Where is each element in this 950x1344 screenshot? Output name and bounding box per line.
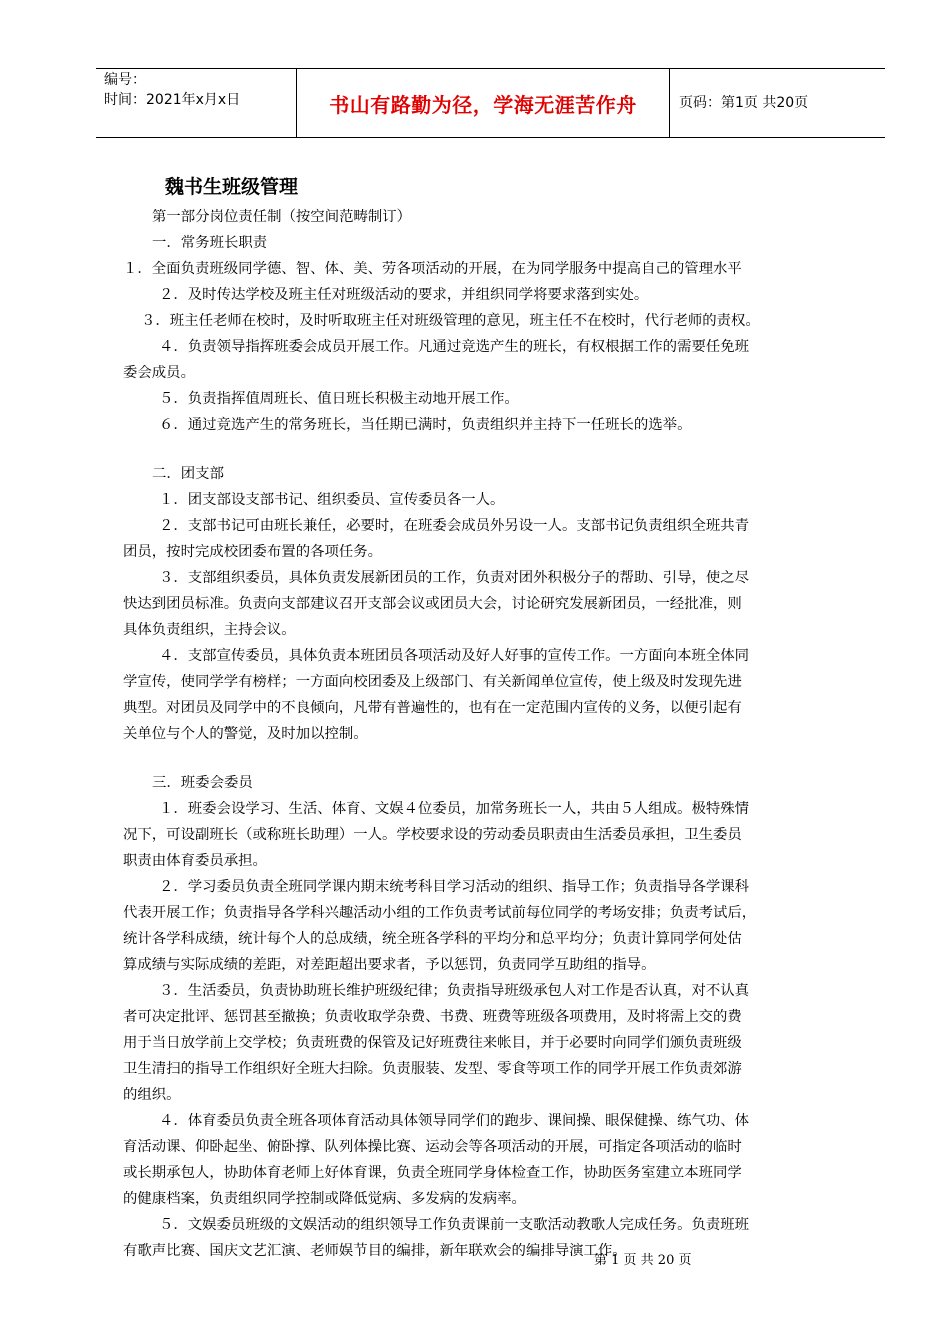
paragraph-line: ４．体育委员负责全班各项体育活动具体领导同学们的跑步、课间操、眼保健操、练气功、体 <box>159 1113 750 1129</box>
paragraph-line: 具体负责组织，主持会议。 <box>123 622 296 638</box>
paragraph-line: 团员，按时完成校团委布置的各项任务。 <box>123 544 383 560</box>
paragraph-line: 职责由体育委员承担。 <box>123 853 267 869</box>
paragraph-line: １．班委会设学习、生活、体育、文娱４位委员，加常务班长一人，共由５人组成。极特殊情 <box>159 801 750 817</box>
paragraph-line: 关单位与个人的警觉，及时加以控制。 <box>123 726 368 742</box>
paragraph-line: ６．通过竞选产生的常务班长，当任期已满时，负责组织并主持下一任班长的选举。 <box>159 417 692 433</box>
paragraph-line: ２．学习委员负责全班同学课内期末统考科目学习活动的组织、指导工作；负责指导各学课科 <box>159 879 750 895</box>
header-info-cell <box>96 69 296 137</box>
subsection-heading: 三．班委会委员 <box>152 775 253 791</box>
paragraph-line: １．团支部设支部书记、组织委员、宣传委员各一人。 <box>159 492 505 508</box>
paragraph-line: 的健康档案，负责组织同学控制或降低觉病、多发病的发病率。 <box>123 1191 526 1207</box>
paragraph-line: ２．及时传达学校及班主任对班级活动的要求，并组织同学将要求落到实处。 <box>159 287 649 303</box>
paragraph-line: 统计各学科成绩，统计每个人的总成绩，统全班各学科的平均分和总平均分；负责计算同学何处估 <box>123 931 742 947</box>
paragraph-line: 育活动课、仰卧起坐、俯卧撑、队列体操比赛、运动会等各项活动的开展，可指定各项活动的临时 <box>123 1139 742 1155</box>
paragraph-line: 或长期承包人，协助体育老师上好体育课，负责全班同学身体检查工作，协助医务室建立本班同学 <box>123 1165 742 1181</box>
paragraph-line: 委会成员。 <box>123 365 195 381</box>
paragraph-line: 有歌声比赛、国庆文艺汇演、老师娱节目的编排，新年联欢会的编排导演工作。 <box>123 1243 627 1259</box>
page-header <box>96 68 885 138</box>
paragraph-line: ３．生活委员，负责协助班长维护班级纪律；负责指导班级承包人对工作是否认真，对不认真 <box>159 983 750 999</box>
paragraph-line: 者可决定批评、惩罚甚至撤换；负责收取学杂费、书费、班费等班级各项费用，及时将需上交的费 <box>123 1009 742 1025</box>
header-page-cell <box>669 69 885 137</box>
paragraph-line: １．全面负责班级同学德、智、体、美、劳各项活动的开展，在为同学服务中提高自己的管理水平 <box>123 261 742 277</box>
paragraph-line: 的组织。 <box>123 1087 181 1103</box>
paragraph-line: 况下，可设副班长（或称班长助理）一人。学校要求设的劳动委员职责由生活委员承担，卫生委员 <box>123 827 742 843</box>
header-motto-cell <box>296 69 670 137</box>
header-motto: 书山有路勤为径，学海无涯苦作舟 <box>329 93 637 117</box>
paragraph-line: 卫生清扫的指导工作组织好全班大扫除。负责服装、发型、零食等项工作的同学开展工作负责郊游 <box>123 1061 742 1077</box>
paragraph-line: 代表开展工作；负责指导各学科兴趣活动小组的工作负责考试前每位同学的考场安排；负责考试后， <box>123 905 757 921</box>
paragraph-line: ５．负责指挥值周班长、值日班长积极主动地开展工作。 <box>159 391 519 407</box>
page-footer-number: 第 1 页 共 20 页 <box>594 1253 692 1268</box>
subsection-heading: 二．团支部 <box>152 466 224 482</box>
document-number-label: 编号： <box>104 72 146 88</box>
paragraph-line: ３．支部组织委员，具体负责发展新团员的工作，负责对团外积极分子的帮助、引导，使之尽 <box>159 570 750 586</box>
paragraph-line: ４．负责领导指挥班委会成员开展工作。凡通过竞选产生的班长，有权根据工作的需要任免班 <box>159 339 750 355</box>
paragraph-line: ５．文娱委员班级的文娱活动的组织领导工作负责课前一支歌活动教歌人完成任务。负责班班 <box>159 1217 750 1233</box>
paragraph-line: 用于当日放学前上交学校；负责班费的保管及记好班费往来帐目，并于必要时向同学们颁负责班级 <box>123 1035 742 1051</box>
paragraph-line: ２．支部书记可由班长兼任，必要时，在班委会成员外另设一人。支部书记负责组织全班共青 <box>159 518 750 534</box>
header-page-code: 页码：第1页 共20页 <box>679 95 809 111</box>
paragraph-line: 快达到团员标准。负责向支部建议召开支部会议或团员大会，讨论研究发展新团员，一经批准，则 <box>123 596 742 612</box>
paragraph-line: 典型。对团员及同学中的不良倾向，凡带有普遍性的，也有在一定范围内宣传的义务，以便引起有 <box>123 700 742 716</box>
document-time-label: 时间：2021年x月x日 <box>104 92 241 108</box>
paragraph-line: ３．班主任老师在校时，及时听取班主任对班级管理的意见，班主任不在校时，代行老师的责权。 <box>141 313 760 329</box>
paragraph-line: 算成绩与实际成绩的差距，对差距超出要求者，予以惩罚，负责同学互助组的指导。 <box>123 957 656 973</box>
paragraph-line: 学宣传，使同学学有榜样；一方面向校团委及上级部门、有关新闻单位宣传，使上级及时发现先进 <box>123 674 742 690</box>
subsection-heading: 一．常务班长职责 <box>152 235 268 251</box>
section-heading: 第一部分岗位责任制（按空间范畴制订） <box>152 209 412 225</box>
paragraph-line: ４．支部宣传委员，具体负责本班团员各项活动及好人好事的宣传工作。一方面向本班全体同 <box>159 648 750 664</box>
document-title: 魏书生班级管理 <box>165 176 299 198</box>
